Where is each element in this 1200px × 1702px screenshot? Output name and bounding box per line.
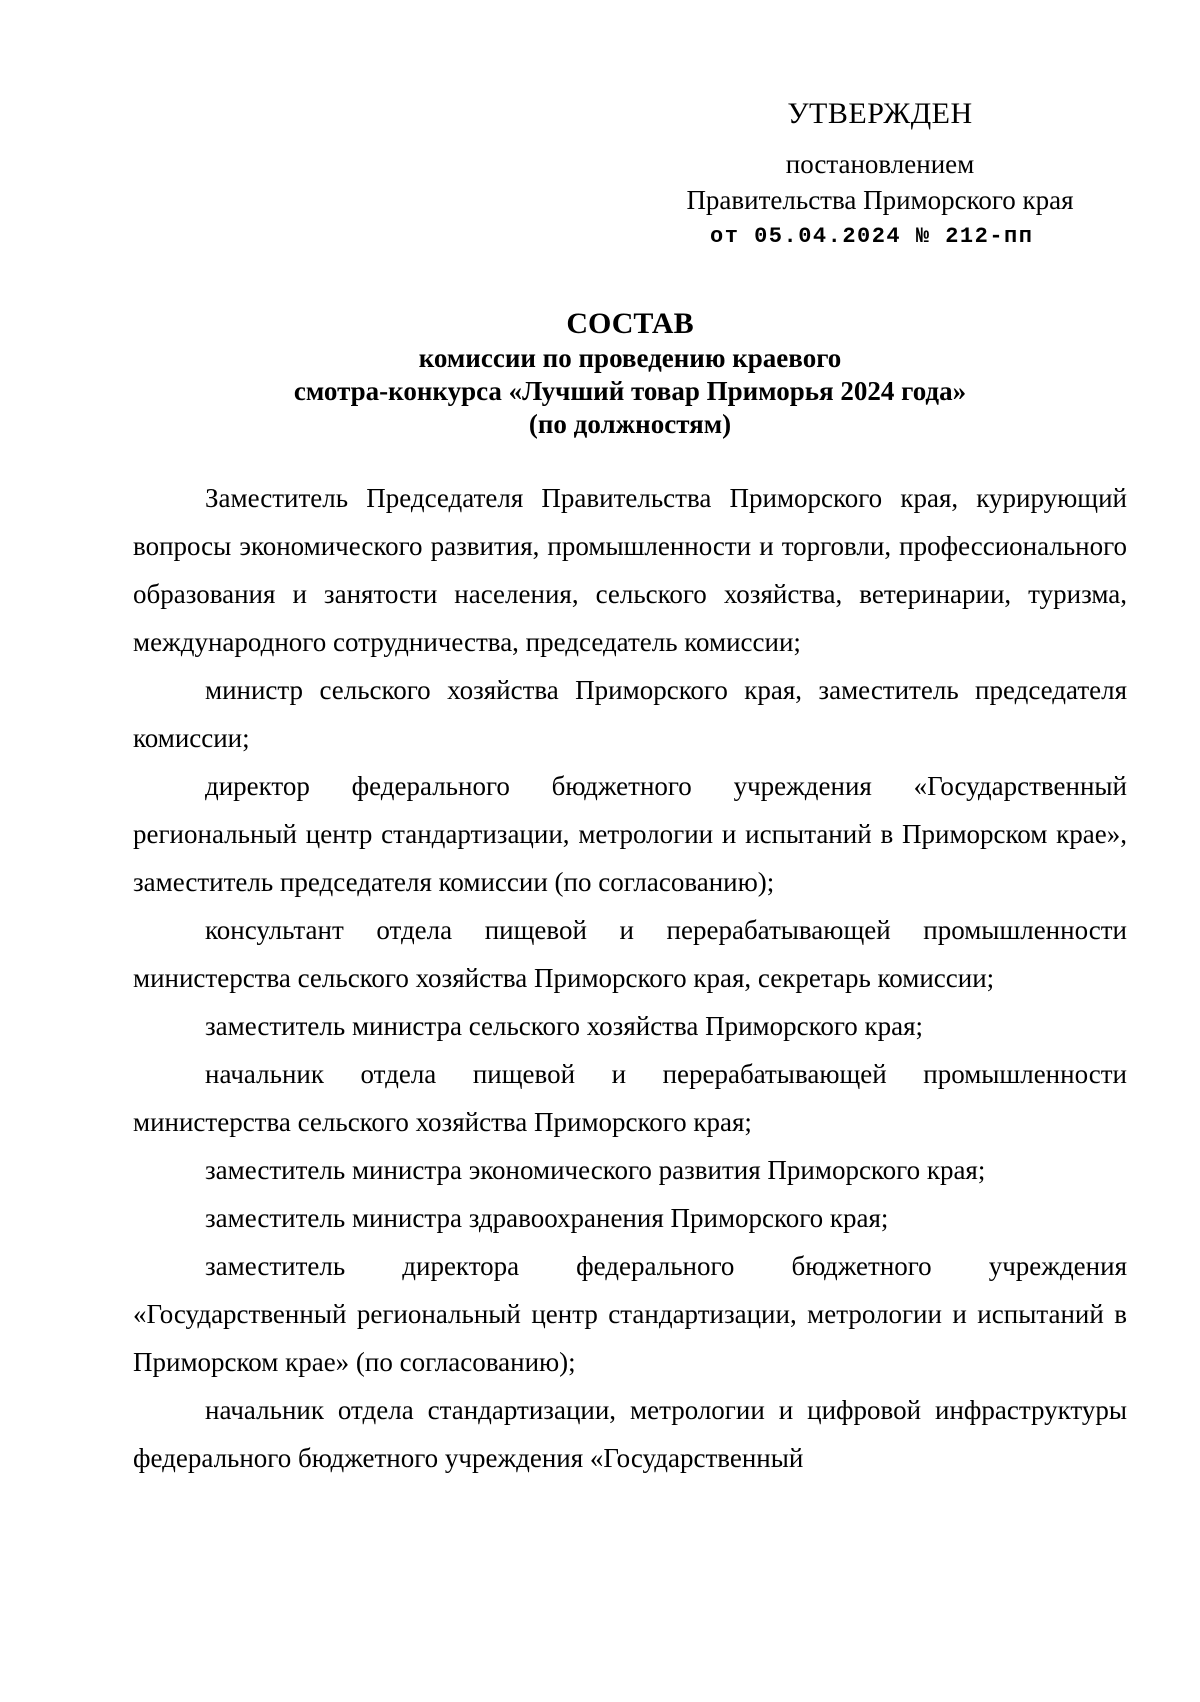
document-title [130, 306, 1130, 441]
member-paragraph: начальник отдела стандартизации, метрологии и цифровой инфраструктуры федерального бюджетного учреждения «Государственный [133, 1395, 1127, 1473]
approval-order-number: от 05.04.2024 № 212-пп [710, 224, 1034, 249]
member-paragraph: заместитель директора федерального бюджетного учреждения «Государственный региональный центр стандартизации, метрологии и испытаний в Приморском крае» (по согласованию); [133, 1251, 1127, 1377]
title-line-3: (по должностям) [528, 409, 732, 439]
member-paragraph: директор федерального бюджетного учреждения «Государственный региональный центр стандартизации, метрологии и испытаний в Приморском крае», заместитель председателя комиссии (по согласованию); [133, 771, 1127, 897]
member-paragraph: заместитель министра здравоохранения Приморского края; [205, 1203, 889, 1233]
approval-stamp: УТВЕРЖДЕН [787, 97, 973, 130]
approval-line-2: Правительства Приморского края [686, 185, 1074, 215]
title-main: СОСТАВ [566, 307, 694, 340]
members-list [133, 474, 1127, 1482]
member-paragraph: заместитель министра экономического развития Приморского края; [205, 1155, 986, 1185]
approval-line-1: постановлением [785, 149, 975, 179]
title-line-2: смотра-конкурса «Лучший товар Приморья 2024 года» [293, 376, 967, 406]
member-paragraph: начальник отдела пищевой и перерабатывающей промышленности министерства сельского хозяйства Приморского края; [133, 1059, 1127, 1137]
member-paragraph: Заместитель Председателя Правительства Приморского края, курирующий вопросы экономического развития, промышленности и торговли, профессионального образования и занятости населения, сельского хозяйства, ветеринарии, туризма, международного сотрудничества, председатель комиссии; [133, 483, 1127, 657]
member-paragraph: консультант отдела пищевой и перерабатывающей промышленности министерства сельского хозяйства Приморского края, секретарь комиссии; [133, 915, 1127, 993]
approval-block [640, 96, 1120, 252]
title-line-1: комиссии по проведению краевого [418, 343, 842, 373]
member-paragraph: заместитель министра сельского хозяйства Приморского края; [205, 1011, 924, 1041]
member-paragraph: министр сельского хозяйства Приморского края, заместитель председателя комиссии; [133, 675, 1127, 753]
